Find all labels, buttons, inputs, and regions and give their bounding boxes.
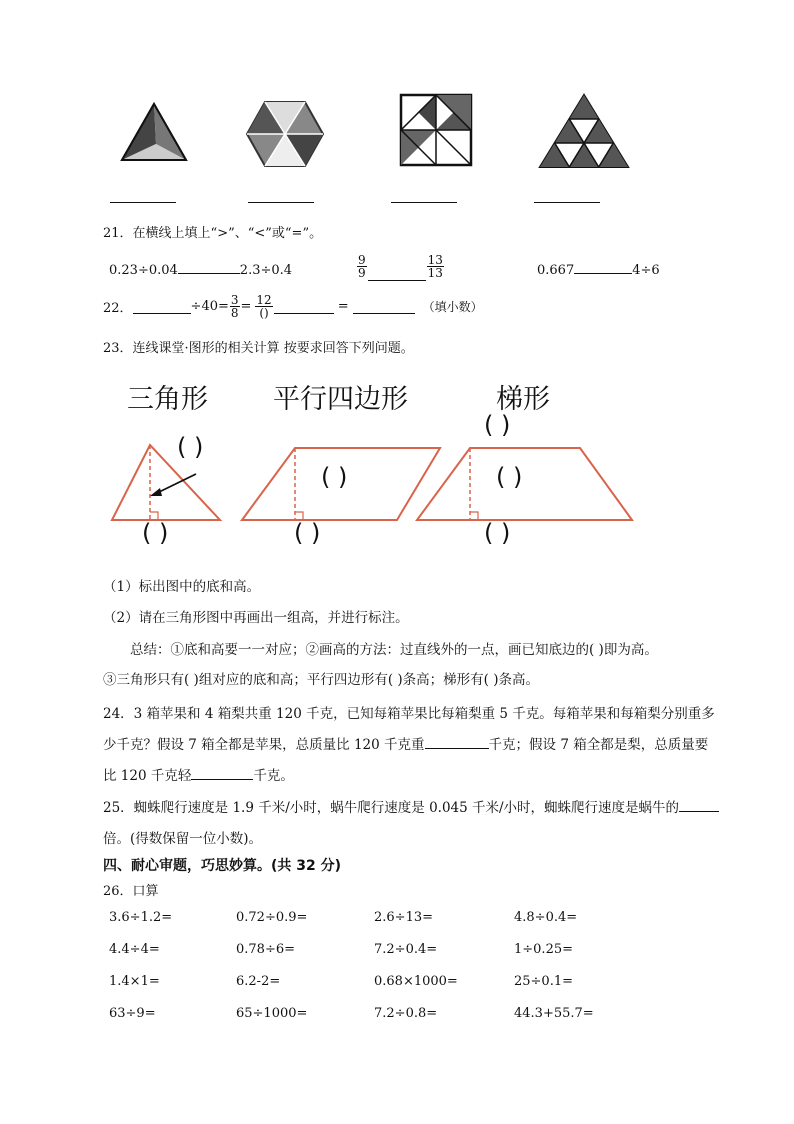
q21-item1-left: 0.23÷0.04 [109,263,178,278]
mental-math-item: 7.2÷0.4= [374,942,438,957]
q26-row [109,974,609,1006]
mental-math-item: 1÷0.25= [514,942,574,957]
q26-label: 26．口算 [103,884,159,899]
q22-line [103,294,483,319]
q23-summary2: ③三角形只有( )组对应的底和高；平行四边形有( )条高；梯形有( )条高。 [103,672,539,688]
section-4-title: 四、耐心审题，巧思妙算。(共 32 分) [103,858,342,874]
triangle-height-paren[interactable]: ( ) [177,433,204,461]
arrow-line [155,474,196,494]
mental-math-item: 65÷1000= [236,1006,308,1021]
q22-blank-2[interactable] [274,299,334,314]
figure-row [0,0,794,210]
mental-math-item: 7.2÷0.8= [374,1006,438,1021]
q24-blank-2[interactable] [191,765,253,780]
arrowhead-icon [150,488,162,496]
q24-line2: 少千克？假设 7 箱全都是苹果，总质量比 120 千克重 千克；假设 7 箱全都是梨，总质量要 [103,733,708,753]
q26-row [109,910,609,942]
parallelogram-height-paren[interactable]: ( ) [321,463,348,491]
q22-eq1: = [240,299,252,314]
answer-line[interactable] [110,202,176,203]
triangle-title: 三角形 [127,384,208,415]
mental-math-item: 6.2-2= [236,974,281,989]
q22-blank-3[interactable] [353,299,415,314]
q26-grid [109,910,609,1038]
mental-math-item: 63÷9= [109,1006,156,1021]
mental-math-item: 44.3+55.7= [514,1006,594,1021]
triangle-shape [112,445,220,520]
answer-line[interactable] [248,202,314,203]
q25-blank[interactable] [679,797,719,812]
q21-fraction-left: $\frac{9}{9}$ [358,253,366,280]
q24-line3: 比 120 千克轻 千克。 [103,764,294,784]
triangle-base-paren[interactable]: ( ) [142,519,169,547]
q22-number: 22． [103,301,133,316]
q22-fraction: $\frac{3}{8}$ [230,293,239,320]
q21-prompt: 21．在横线上填上“>”、“<”或“=”。 [103,226,323,241]
q21-item1-right: 2.3÷0.4 [239,263,293,278]
mental-math-item: 0.78÷6= [236,942,296,957]
mental-math-item: 4.4÷4= [109,942,160,957]
shaded-triangle-figure [118,100,190,165]
q22-div40: ÷40= [190,299,229,314]
q22-fraction-2: $\frac{12}{()}$ [256,293,272,320]
q21-item3 [537,259,660,278]
q21-fraction-right: $\frac{13}{13}$ [427,253,443,280]
shaded-square-figure [398,92,474,168]
answer-line[interactable] [391,202,457,203]
mental-math-item: 2.6÷13= [374,910,434,925]
mental-math-item: 25÷0.1= [514,974,574,989]
q22-eq2: = [337,299,349,314]
answer-line[interactable] [534,202,600,203]
mental-math-item: 4.8÷0.4= [514,910,578,925]
mental-math-item: 1.4×1= [109,974,160,989]
q24-line1: 24．3 箱苹果和 4 箱梨共重 120 千克，已知每箱苹果比每箱梨重 5 千克。每箱苹果和每箱梨分别重多 [103,706,715,722]
q23-summary1: 总结：①底和高要一一对应；②画高的方法：过直线外的一点，画已知底边的( )即为高。 [130,642,658,658]
mental-math-item: 3.6÷1.2= [109,910,173,925]
parallelogram-base-paren[interactable]: ( ) [294,519,321,547]
trapezoid-shape [417,448,632,520]
trapezoid-base-paren[interactable]: ( ) [484,519,511,547]
parallelogram-title: 平行四边形 [273,384,408,415]
q22-blank-1[interactable] [133,299,191,314]
q23-part1: （1）标出图中的底和高。 [103,579,261,595]
q21-item3-left: 0.667 [537,263,575,278]
trapezoid-top-paren[interactable]: ( ) [484,411,511,439]
q21-item1-blank[interactable] [178,259,240,274]
q21-item3-right: 4÷6 [632,263,660,278]
q23-part2: （2）请在三角形图中再画出一组高，并进行标注。 [103,610,409,626]
trapezoid-height-paren[interactable]: ( ) [496,463,523,491]
mental-math-item: 0.72÷0.9= [236,910,308,925]
q23-prompt: 23．连线课堂·图形的相关计算 按要求回答下列问题。 [103,341,414,356]
q21-item2-blank[interactable] [368,266,426,281]
q21-item1 [109,259,292,278]
q26-row [109,942,609,974]
q22-note: （填小数） [422,300,483,314]
trapezoid-title: 梯形 [496,384,550,415]
q25-line1: 25．蜘蛛爬行速度是 1.9 千米/小时，蜗牛爬行速度是 0.045 千米/小时，蜘蛛爬行速度是蜗牛的 [103,796,719,816]
shaded-triangle-grid-figure [536,92,632,172]
q26-row [109,1006,609,1038]
q24-blank-1[interactable] [425,734,489,749]
shaded-hexagon-figure [245,98,325,170]
q21-item2 [356,252,445,281]
mental-math-item: 0.68×1000= [374,974,458,989]
q25-line2: 倍。(得数保留一位小数)。 [103,831,263,847]
q21-item3-blank[interactable] [574,259,632,274]
